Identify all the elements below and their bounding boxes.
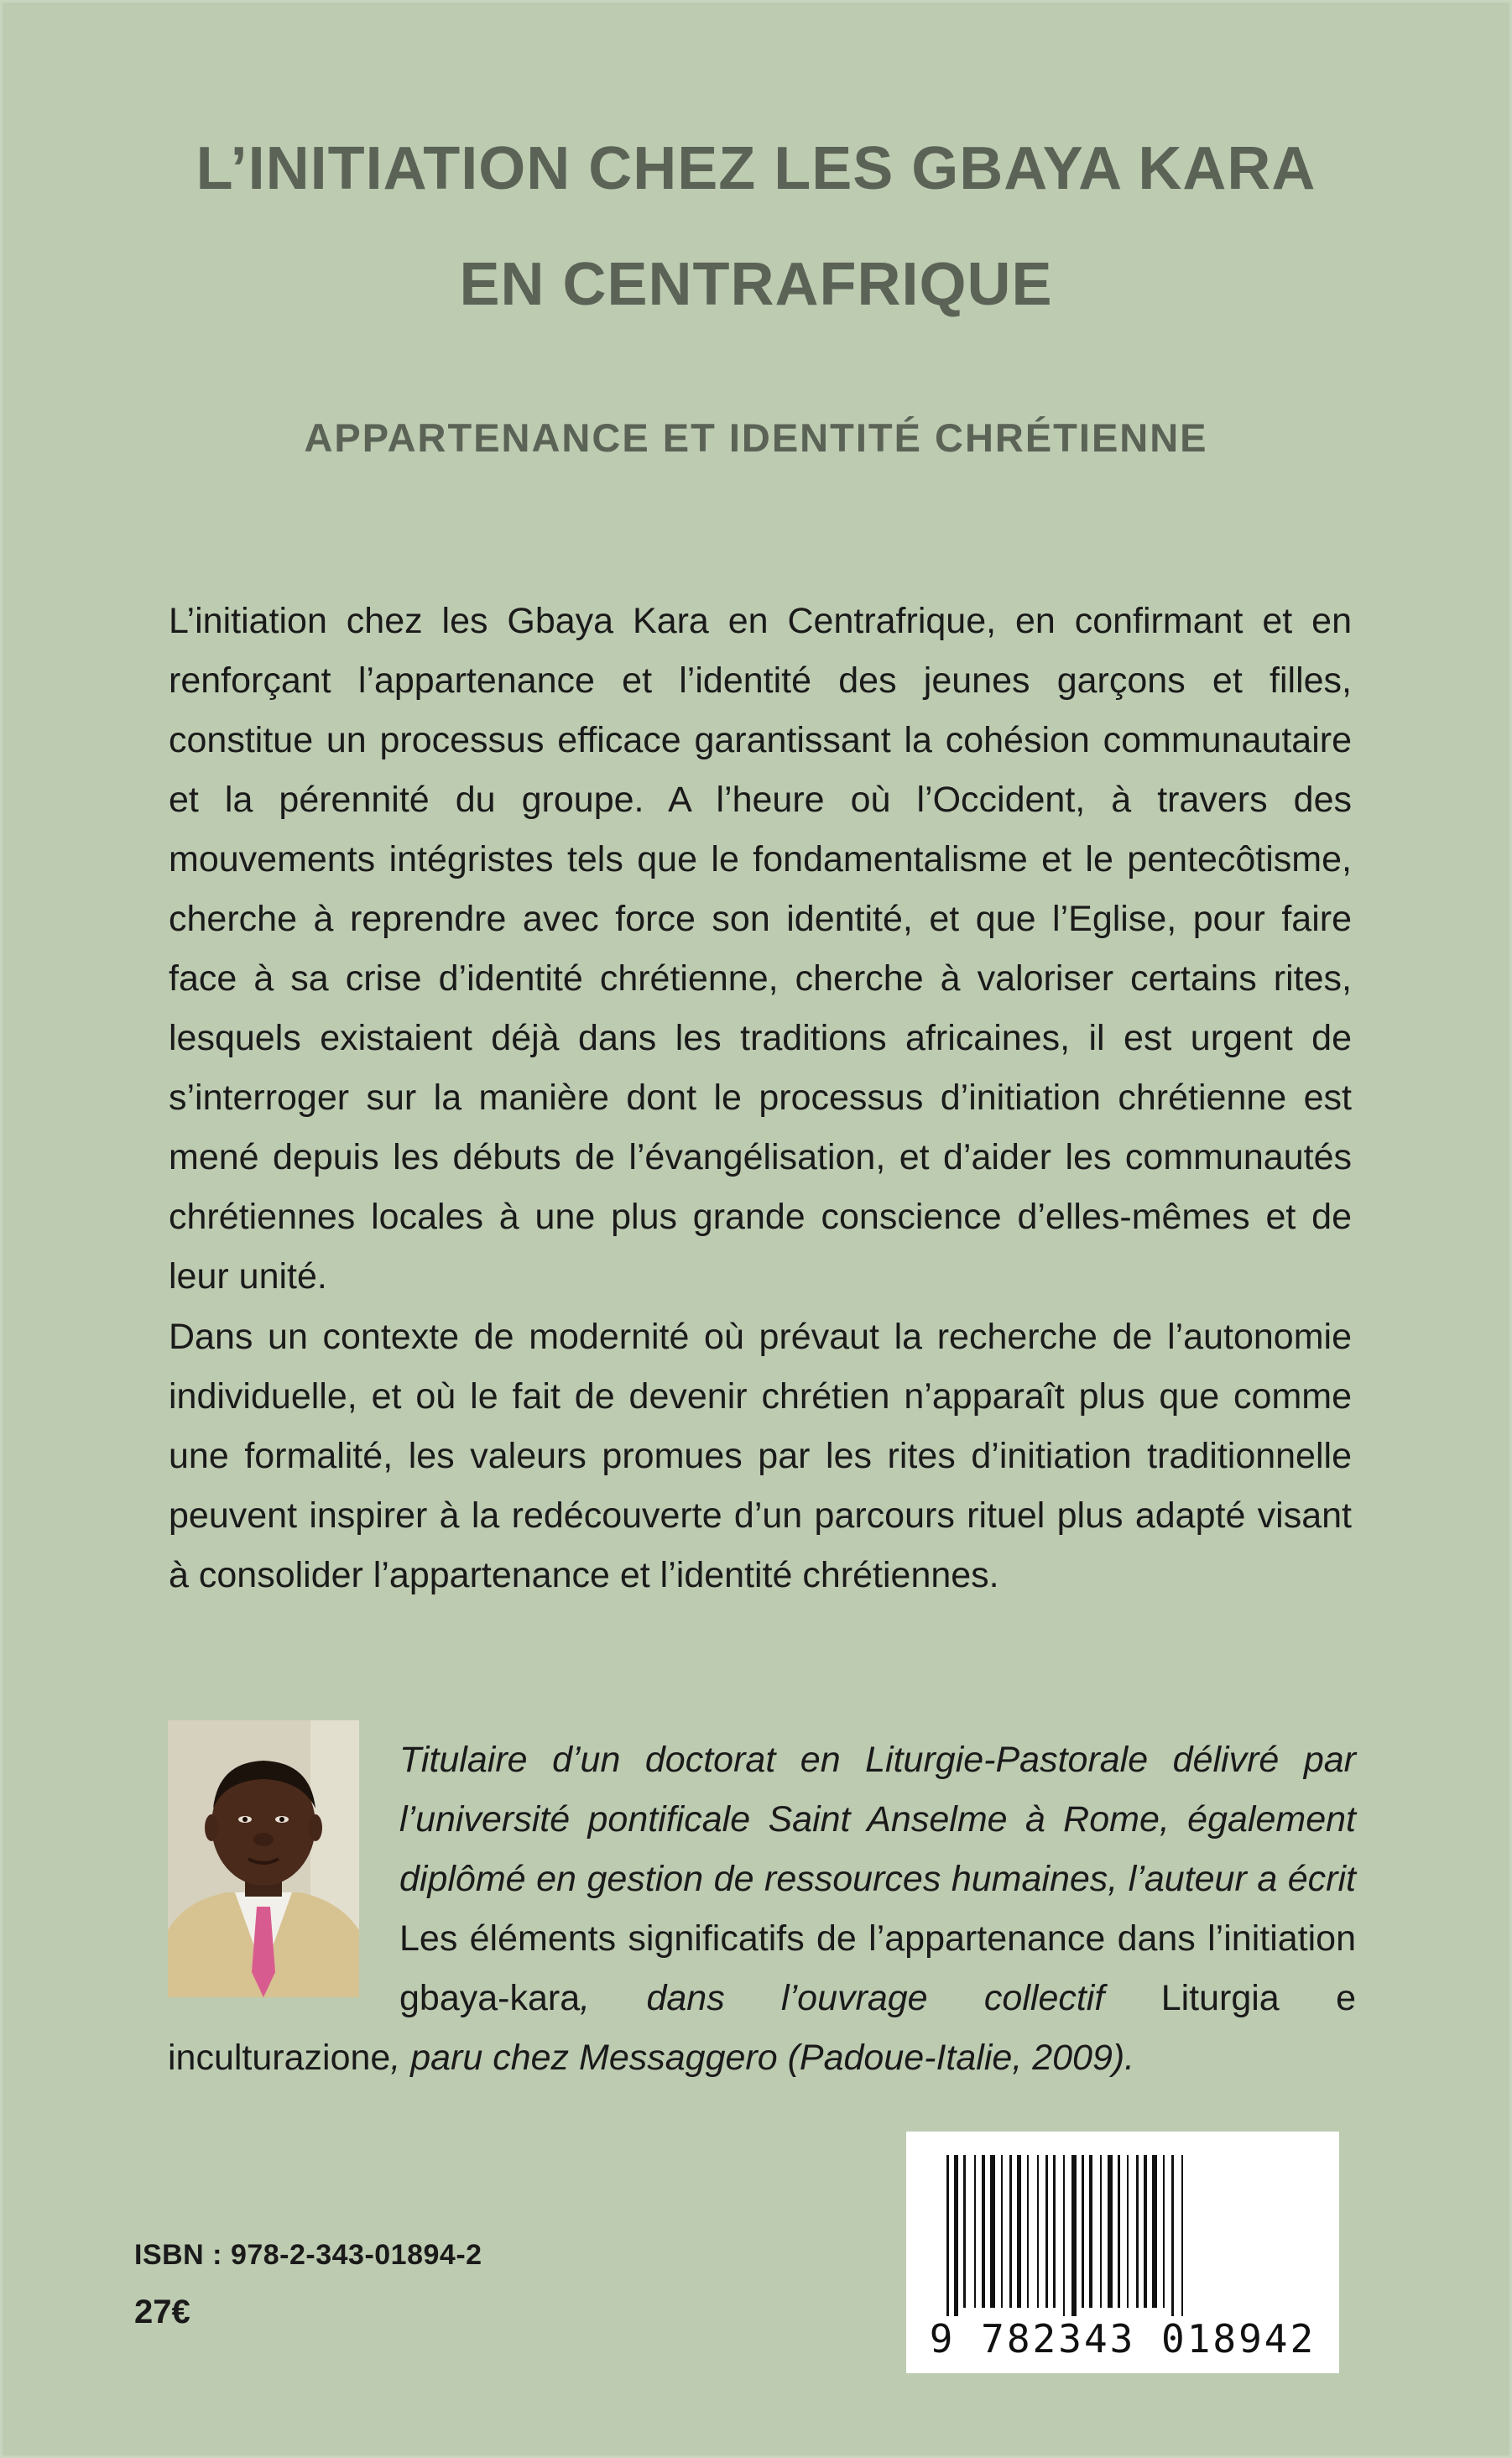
- barcode-bar: [1181, 2155, 1183, 2316]
- barcode-bar: [1053, 2155, 1056, 2308]
- photo-spacer: [168, 1730, 399, 2028]
- author-bio-text: Titulaire d’un doctorat en Liturgie-Pastorale délivré par l’université pontificale Saint Anselme à Rome, également diplômé en gestion de ressources humaines, l’auteur a écrit: [399, 1740, 1356, 1899]
- barcode: [906, 2132, 1339, 2373]
- barcode-bar: [1108, 2155, 1113, 2308]
- barcode-bars-icon: [906, 2132, 1339, 2316]
- barcode-digits: 9 782343 018942: [929, 2316, 1316, 2361]
- barcode-bar: [1152, 2155, 1157, 2308]
- barcode-bar: [1045, 2155, 1048, 2308]
- author-bio: [168, 1730, 1356, 2088]
- barcode-bar: [1063, 2155, 1065, 2316]
- barcode-bar: [1009, 2155, 1012, 2308]
- barcode-bar: [1001, 2155, 1003, 2308]
- book-price: 27€: [134, 2294, 190, 2330]
- book-subtitle: APPARTENANCE ET IDENTITÉ CHRÉTIENNE: [304, 415, 1208, 460]
- barcode-bar: [946, 2155, 949, 2316]
- barcode-bar: [1017, 2155, 1021, 2308]
- author-work-title-2: Liturgia e inculturazione: [168, 1978, 1356, 2078]
- summary-paragraph-2: Dans un contexte de modernité où prévaut la recherche de l’autonomie individuelle, et où le fait de devenir chrétien n’apparaît plus que comme une formalité, les valeurs promues par les rites d’initiation traditionnelle peuvent inspirer à la redécouverte d’un parcours rituel plus adapté visant à consolider l’appartenance et l’identité chrétiennes.: [169, 1317, 1352, 1595]
- barcode-bar: [990, 2155, 995, 2308]
- barcode-bar: [1100, 2155, 1102, 2308]
- barcode-bar: [954, 2155, 958, 2316]
- barcode-bar: [1037, 2155, 1039, 2308]
- isbn-number: ISBN : 978-2-343-01894-2: [134, 2239, 482, 2271]
- author-bio-text-2: , dans l’ouvrage collectif: [580, 1978, 1161, 2018]
- author-bio-text-3: , paru chez Messaggero (Padoue-Italie, 2009).: [390, 2038, 1135, 2078]
- summary-paragraph-1: L’initiation chez les Gbaya Kara en Centrafrique, en confirmant et en renforçant l’appartenance et l’identité des jeunes garçons et filles, constitue un processus efficace garantissant la cohésion communautaire et la pérennité du groupe. A l’heure où l’Occident, à travers des mouvements intégristes tels que le fondamentalisme et le pentecôtisme, cherche à reprendre avec force son identité, et que l’Eglise, pour faire face à sa crise d’identité chrétienne, cherche à valoriser certains rites, lesquels existaient déjà dans les traditions africaines, il est urgent de s’interroger sur la manière dont le processus d’initiation chrétienne est mené depuis les débuts de l’évangélisation, et d’aider les communautés chrétiennes locales à une plus grande conscience d’elles-mêmes et de leur unité.: [169, 601, 1352, 1297]
- barcode-bar: [1163, 2155, 1165, 2308]
- barcode-bar: [974, 2155, 976, 2308]
- barcode-bar: [1071, 2155, 1077, 2316]
- barcode-bar: [1027, 2155, 1029, 2308]
- barcode-bar: [963, 2155, 966, 2308]
- book-title-line1: L’INITIATION CHEZ LES GBAYA KARA: [196, 135, 1316, 202]
- book-title-line2: EN CENTRAFRIQUE: [459, 251, 1053, 318]
- barcode-bar: [1082, 2155, 1084, 2308]
- barcode-bar: [1118, 2155, 1120, 2308]
- barcode-bar: [1136, 2155, 1139, 2308]
- barcode-bar: [1089, 2155, 1092, 2308]
- barcode-bar: [1144, 2155, 1147, 2308]
- barcode-bar: [1171, 2155, 1174, 2316]
- barcode-bar: [1127, 2155, 1129, 2308]
- barcode-bar: [982, 2155, 985, 2308]
- author-work-title: Les éléments significatifs de l’appartenance dans l’initiation gbaya-kara: [399, 1918, 1356, 2018]
